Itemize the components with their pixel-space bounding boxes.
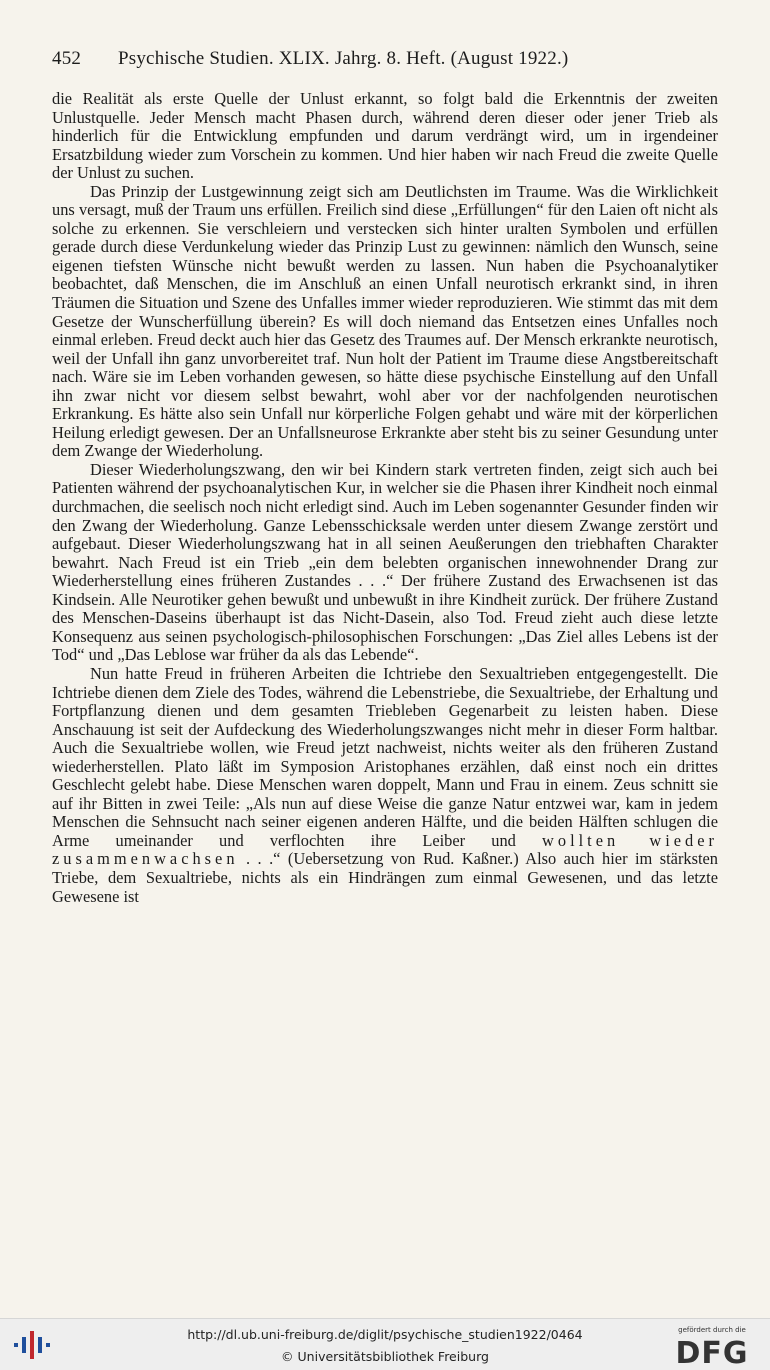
- permalink-url[interactable]: http://dl.ub.uni-freiburg.de/diglit/psychische_studien1922/0464: [187, 1327, 583, 1342]
- journal-title: Psychische Studien. XLIX. Jahrg. 8. Heft. (August 1922.): [118, 48, 569, 69]
- dfg-wordmark: DFG: [675, 1336, 749, 1367]
- running-head: [52, 48, 722, 70]
- copyright-notice: © Universitätsbibliothek Freiburg: [281, 1349, 489, 1364]
- dfg-logo-icon: [666, 1323, 758, 1367]
- dfg-tagline: gefördert durch die: [678, 1326, 746, 1334]
- paragraph-4-end: . . .“ (Uebersetzung von Rud. Kaßner.) Also auch hier im stärksten Triebe, dem Sexualtriebe, nichts als ein Hindrängen zum einmal Gewesenen, und das letzte Gewesene ist: [52, 849, 718, 906]
- spaced-quote: wollten wieder zusammenwachsen: [52, 830, 718, 869]
- paragraph-3: Dieser Wiederholungszwang, den wir bei Kindern stark vertreten finden, zeigt sich auch bei Patienten während der psychoanalytischen Kur, in welcher sie die Phasen ihrer Kindheit noch einmal durchmachen, die seelisch noch nicht erledigt sind. Auch im Leben sogenannter Gesunder finden wir den Zwang der Wiederholung. Ganze Lebensschicksale werden unter diesem Zwange zerstört und aufgebaut. Dieser Wiederholungszwang hat in all seinen Aeußerungen den triebhaften Charakter bewahrt. Nach Freud ist ein Trieb „ein dem belebten organischen innewohnender Drang zur Wiederherstellung eines früheren Zustandes . . .“ Der frühere Zustand des Erwachsenen ist das Kindsein. Alle Neurotiker gehen bewußt und unbewußt in ihre Kindheit zurück. Der frühere Zustand des Menschen-Daseins überhaupt ist das Nicht-Dasein, also Tod. Freud zieht auch diese letzte Konsequenz aus seinen psychologisch-philosophischen Forschungen: „Das Ziel alles Lebens ist der Tod“ und „Das Leblose war früher da als das Lebende“.: [52, 459, 718, 665]
- page-number: 452: [52, 48, 82, 69]
- viewer-footer: [0, 1318, 770, 1370]
- body-text: [52, 90, 718, 906]
- paragraph-4-text: Nun hatte Freud in früheren Arbeiten die Ichtriebe den Sexualtrieben entgegengestellt. Die Ichtriebe dienen dem Ziele des Todes, während die Lebenstriebe, die Sexualtriebe, der Erhaltung und Fortpflanzung dienen und dem gesamten Triebleben Gegenarbeit zu leisten haben. Diese Anschauung ist seit der Aufdeckung des Wiederholungszwanges nicht mehr in dieser Form haltbar. Auch die Sexualtriebe wollen, wie Freud jetzt nachweist, nichts weiter als den früheren Zustand wiederherstellen. Plato läßt im Symposion Aristophanes erzählen, daß einst noch ein drittes Geschlecht gelebt habe. Diese Menschen waren doppelt, Mann und Frau in einem. Zeus schnitt sie auf ihr Bitten in zwei Teile: „Als nun auf diese Weise die ganze Natur entzwei war, kam in jedem Menschen die Sehnsucht nach seiner eigenen anderen Hälfte, und die beiden Hälften schlugen die Arme umeinander und verflochten ihre Leiber und: [52, 663, 718, 850]
- paragraph-1: die Realität als erste Quelle der Unlust erkannt, so folgt bald die Erkenntnis der zweiten Unlustquelle. Jeder Mensch macht Phasen durch, während deren dieser oder jener Trieb als hinderlich für die Entwicklung empfunden und darum verdrängt wird, um in irgendeiner Ersatzbildung wieder zum Vorschein zu kommen. Und hier haben wir nach Freud die zweite Quelle der Unlust zu suchen.: [52, 89, 718, 183]
- paragraph-2: Das Prinzip der Lustgewinnung zeigt sich am Deutlichsten im Traume. Was die Wirklichkeit uns versagt, muß der Traum uns erfüllen. Freilich sind diese „Erfüllungen“ für den Laien oft nicht als solche zu erkennen. Sie verschleiern und verstecken sich hinter uralten Symbolen und erfüllen gerade durch diese Verdunkelung wieder das Prinzip Lust zu gewinnen: nämlich den Wunsch, seine eigenen tiefsten Wünsche nicht bewußt werden zu lassen. Nun haben die Psychoanalytiker beobachtet, daß Menschen, die im Anschluß an einen Unfall neurotisch erkrankt sind, in ihren Träumen die Situation und Szene des Unfalles immer wieder reproduzieren. Wie stimmt das mit dem Gesetze der Wunscherfüllung überein? Es will doch niemand das Entsetzen eines Unfalles noch einmal erleben. Freud deckt auch hier das Gesetz des Traumes auf. Der Mensch erkrankte neurotisch, weil der Unfall ihn ganz unvorbereitet traf. Nun holt der Patient im Traume diese Angstbereitschaft nach. Wäre sie im Leben vorhanden gewesen, so hätte diese psychische Einstellung auf den Unfall ihn zwar nicht vor diesem selbst bewahrt, wohl aber vor der nachfolgenden neurotischen Erkrankung. Es hätte also sein Unfall nur körperliche Folgen gehabt und wäre mit der körperlichen Heilung erledigt gewesen. Der an Unfallsneurose Erkrankte aber steht bis zu seiner Gesundung unter dem Zwange der Wiederholung.: [52, 181, 718, 461]
- paragraph-4: [52, 665, 718, 906]
